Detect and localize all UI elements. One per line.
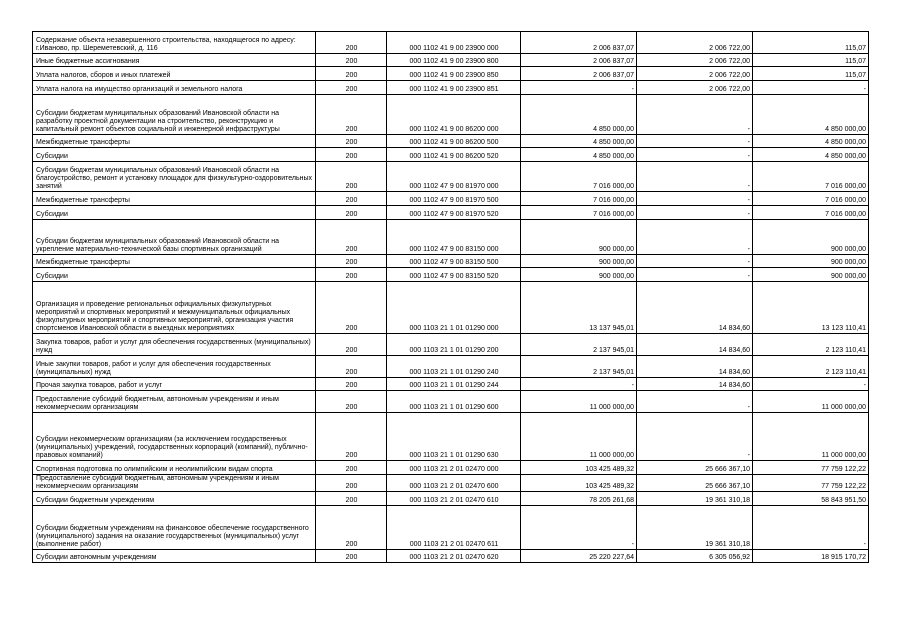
row-budget-code-cell: 000 1103 21 2 01 02470 600 (387, 475, 521, 492)
row-name-cell: Организация и проведение региональных официальных физкультурных мероприятий и спортивных мероприятий и межмуниципальных официальных физкультурных мероприятий и спортивных мероприятий, организация участия спортсменов Ивановской области в выездных мероприятиях (33, 282, 316, 334)
table-row (33, 192, 869, 206)
row-executed-cell: - (637, 413, 753, 461)
row-admin-code-cell: 200 (316, 148, 387, 162)
table-row (33, 492, 869, 506)
table-row (33, 334, 869, 356)
row-name-cell: Субсидии (33, 206, 316, 220)
table-row (33, 550, 869, 563)
budget-execution-table (32, 31, 869, 563)
row-budget-code-cell: 000 1102 47 9 00 83150 000 (387, 220, 521, 255)
row-approved-cell: - (521, 506, 637, 550)
table-row (33, 255, 869, 268)
row-admin-code-cell: 200 (316, 391, 387, 413)
row-approved-cell: 900 000,00 (521, 220, 637, 255)
row-approved-cell: 7 016 000,00 (521, 162, 637, 192)
table-row (33, 220, 869, 255)
row-budget-code-cell: 000 1103 21 1 01 01290 600 (387, 391, 521, 413)
row-budget-code-cell: 000 1103 21 2 01 02470 610 (387, 492, 521, 506)
row-executed-cell: - (637, 148, 753, 162)
row-remaining-cell: 7 016 000,00 (753, 192, 869, 206)
row-budget-code-cell: 000 1103 21 2 01 02470 620 (387, 550, 521, 563)
row-name-cell: Межбюджетные трансферты (33, 135, 316, 148)
row-budget-code-cell: 000 1102 47 9 00 81970 500 (387, 192, 521, 206)
table-row (33, 81, 869, 95)
row-executed-cell: 6 305 056,92 (637, 550, 753, 563)
row-admin-code-cell: 200 (316, 67, 387, 81)
row-budget-code-cell: 000 1102 41 9 00 23900 851 (387, 81, 521, 95)
row-remaining-cell: 4 850 000,00 (753, 135, 869, 148)
row-executed-cell: - (637, 162, 753, 192)
row-admin-code-cell: 200 (316, 135, 387, 148)
row-executed-cell: - (637, 206, 753, 220)
row-budget-code-cell: 000 1103 21 1 01 01290 240 (387, 356, 521, 378)
row-executed-cell: 14 834,60 (637, 356, 753, 378)
row-admin-code-cell: 200 (316, 282, 387, 334)
table-row (33, 148, 869, 162)
table-row (33, 391, 869, 413)
row-executed-cell: - (637, 391, 753, 413)
table-row (33, 268, 869, 282)
row-name-cell: Предоставление субсидий бюджетным, автономным учреждениям и иным некоммерческим организациям (33, 475, 316, 492)
row-remaining-cell: 7 016 000,00 (753, 162, 869, 192)
row-name-cell: Закупка товаров, работ и услуг для обеспечения государственных (муниципальных) нужд (33, 334, 316, 356)
row-name-cell: Субсидии (33, 268, 316, 282)
row-budget-code-cell: 000 1103 21 1 01 01290 000 (387, 282, 521, 334)
row-executed-cell: - (637, 192, 753, 206)
row-approved-cell: 900 000,00 (521, 255, 637, 268)
row-executed-cell: 14 834,60 (637, 378, 753, 391)
row-remaining-cell: - (753, 378, 869, 391)
row-admin-code-cell: 200 (316, 378, 387, 391)
row-name-cell: Уплата налогов, сборов и иных платежей (33, 67, 316, 81)
row-admin-code-cell: 200 (316, 192, 387, 206)
row-remaining-cell: - (753, 81, 869, 95)
row-remaining-cell: 115,07 (753, 67, 869, 81)
row-remaining-cell: 13 123 110,41 (753, 282, 869, 334)
row-remaining-cell: 11 000 000,00 (753, 413, 869, 461)
row-approved-cell: 900 000,00 (521, 268, 637, 282)
table-row (33, 506, 869, 550)
row-admin-code-cell: 200 (316, 506, 387, 550)
row-budget-code-cell: 000 1102 41 9 00 86200 500 (387, 135, 521, 148)
table-row (33, 135, 869, 148)
row-executed-cell: 25 666 367,10 (637, 461, 753, 475)
row-remaining-cell: 2 123 110,41 (753, 356, 869, 378)
row-executed-cell: 14 834,60 (637, 334, 753, 356)
row-approved-cell: 78 205 261,68 (521, 492, 637, 506)
row-name-cell: Субсидии бюджетам муниципальных образований Ивановской области на разработку проектной документации на строительство, реконструкцию и капитальный ремонт объектов социальной и инженерной инфраструктуры (33, 95, 316, 135)
row-admin-code-cell: 200 (316, 95, 387, 135)
row-executed-cell: 2 006 722,00 (637, 32, 753, 54)
row-admin-code-cell: 200 (316, 550, 387, 563)
row-name-cell: Субсидии автономным учреждениям (33, 550, 316, 563)
row-executed-cell: 2 006 722,00 (637, 81, 753, 95)
row-executed-cell: - (637, 255, 753, 268)
row-admin-code-cell: 200 (316, 32, 387, 54)
row-executed-cell: - (637, 95, 753, 135)
row-executed-cell: - (637, 268, 753, 282)
row-remaining-cell: 77 759 122,22 (753, 461, 869, 475)
row-remaining-cell: 58 843 951,50 (753, 492, 869, 506)
row-remaining-cell: 900 000,00 (753, 255, 869, 268)
row-approved-cell: 2 006 837,07 (521, 67, 637, 81)
row-budget-code-cell: 000 1102 41 9 00 23900 800 (387, 54, 521, 67)
row-name-cell: Субсидии некоммерческим организациям (за исключением государственных (муниципальных) учреждений, государственных корпораций (компаний), публично-правовых компаний) (33, 413, 316, 461)
row-executed-cell: 25 666 367,10 (637, 475, 753, 492)
row-remaining-cell: 900 000,00 (753, 268, 869, 282)
row-budget-code-cell: 000 1102 41 9 00 86200 520 (387, 148, 521, 162)
row-name-cell: Прочая закупка товаров, работ и услуг (33, 378, 316, 391)
row-budget-code-cell: 000 1103 21 1 01 01290 244 (387, 378, 521, 391)
row-budget-code-cell: 000 1103 21 2 01 02470 000 (387, 461, 521, 475)
row-approved-cell: 11 000 000,00 (521, 391, 637, 413)
table-body (33, 32, 869, 563)
row-remaining-cell: 11 000 000,00 (753, 391, 869, 413)
table-row (33, 32, 869, 54)
row-admin-code-cell: 200 (316, 255, 387, 268)
row-admin-code-cell: 200 (316, 54, 387, 67)
row-approved-cell: 7 016 000,00 (521, 206, 637, 220)
row-budget-code-cell: 000 1102 47 9 00 83150 500 (387, 255, 521, 268)
table-row (33, 378, 869, 391)
row-budget-code-cell: 000 1103 21 1 01 01290 200 (387, 334, 521, 356)
row-name-cell: Уплата налога на имущество организаций и земельного налога (33, 81, 316, 95)
row-budget-code-cell: 000 1103 21 2 01 02470 611 (387, 506, 521, 550)
row-budget-code-cell: 000 1103 21 1 01 01290 630 (387, 413, 521, 461)
row-remaining-cell: 900 000,00 (753, 220, 869, 255)
table-row (33, 356, 869, 378)
row-name-cell: Предоставление субсидий бюджетным, автономным учреждениям и иным некоммерческим организациям (33, 391, 316, 413)
row-remaining-cell: 115,07 (753, 32, 869, 54)
table-row (33, 461, 869, 475)
table-row (33, 206, 869, 220)
row-executed-cell: 19 361 310,18 (637, 492, 753, 506)
table-row (33, 67, 869, 81)
row-admin-code-cell: 200 (316, 461, 387, 475)
row-name-cell: Иные бюджетные ассигнования (33, 54, 316, 67)
row-name-cell: Иные закупки товаров, работ и услуг для обеспечения государственных (муниципальных) нужд (33, 356, 316, 378)
row-admin-code-cell: 200 (316, 220, 387, 255)
row-approved-cell: 103 425 489,32 (521, 475, 637, 492)
row-budget-code-cell: 000 1102 41 9 00 23900 850 (387, 67, 521, 81)
row-approved-cell: 13 137 945,01 (521, 282, 637, 334)
table-row (33, 54, 869, 67)
row-approved-cell: 2 006 837,07 (521, 54, 637, 67)
row-budget-code-cell: 000 1102 47 9 00 81970 000 (387, 162, 521, 192)
row-admin-code-cell: 200 (316, 475, 387, 492)
row-admin-code-cell: 200 (316, 492, 387, 506)
row-name-cell: Субсидии (33, 148, 316, 162)
row-executed-cell: 14 834,60 (637, 282, 753, 334)
row-name-cell: Субсидии бюджетным учреждениям на финансовое обеспечение государственного (муниципального) задания на оказание государственных (муниципальных) услуг (выполнение работ) (33, 506, 316, 550)
row-remaining-cell: - (753, 506, 869, 550)
table-row (33, 282, 869, 334)
row-approved-cell: 103 425 489,32 (521, 461, 637, 475)
row-approved-cell: 11 000 000,00 (521, 413, 637, 461)
row-budget-code-cell: 000 1102 47 9 00 81970 520 (387, 206, 521, 220)
row-approved-cell: 2 137 945,01 (521, 334, 637, 356)
row-approved-cell: 4 850 000,00 (521, 95, 637, 135)
row-executed-cell: 19 361 310,18 (637, 506, 753, 550)
row-remaining-cell: 4 850 000,00 (753, 95, 869, 135)
row-remaining-cell: 4 850 000,00 (753, 148, 869, 162)
row-admin-code-cell: 200 (316, 356, 387, 378)
row-executed-cell: - (637, 135, 753, 148)
row-name-cell: Субсидии бюджетным учреждениям (33, 492, 316, 506)
row-name-cell: Субсидии бюджетам муниципальных образований Ивановской области на укрепление материально-технической базы спортивных организаций (33, 220, 316, 255)
row-remaining-cell: 77 759 122,22 (753, 475, 869, 492)
row-budget-code-cell: 000 1102 47 9 00 83150 520 (387, 268, 521, 282)
row-approved-cell: 4 850 000,00 (521, 135, 637, 148)
row-budget-code-cell: 000 1102 41 9 00 86200 000 (387, 95, 521, 135)
row-admin-code-cell: 200 (316, 334, 387, 356)
row-approved-cell: - (521, 81, 637, 95)
row-name-cell: Спортивная подготовка по олимпийским и неолимпийским видам спорта (33, 461, 316, 475)
row-admin-code-cell: 200 (316, 413, 387, 461)
row-executed-cell: 2 006 722,00 (637, 54, 753, 67)
row-admin-code-cell: 200 (316, 81, 387, 95)
table-row (33, 95, 869, 135)
row-admin-code-cell: 200 (316, 162, 387, 192)
table-row (33, 162, 869, 192)
row-name-cell: Содержание объекта незавершенного строительства, находящегося по адресу: г.Иваново, пр. Шереметевский, д. 116 (33, 32, 316, 54)
row-approved-cell: 2 006 837,07 (521, 32, 637, 54)
row-executed-cell: 2 006 722,00 (637, 67, 753, 81)
row-approved-cell: - (521, 378, 637, 391)
row-executed-cell: - (637, 220, 753, 255)
row-admin-code-cell: 200 (316, 206, 387, 220)
row-remaining-cell: 115,07 (753, 54, 869, 67)
row-remaining-cell: 18 915 170,72 (753, 550, 869, 563)
row-budget-code-cell: 000 1102 41 9 00 23900 000 (387, 32, 521, 54)
row-approved-cell: 4 850 000,00 (521, 148, 637, 162)
row-remaining-cell: 7 016 000,00 (753, 206, 869, 220)
row-approved-cell: 25 220 227,64 (521, 550, 637, 563)
table-row (33, 475, 869, 492)
row-name-cell: Межбюджетные трансферты (33, 255, 316, 268)
row-approved-cell: 2 137 945,01 (521, 356, 637, 378)
row-admin-code-cell: 200 (316, 268, 387, 282)
table-row (33, 413, 869, 461)
row-approved-cell: 7 016 000,00 (521, 192, 637, 206)
row-remaining-cell: 2 123 110,41 (753, 334, 869, 356)
row-name-cell: Субсидии бюджетам муниципальных образований Ивановской области на благоустройство, ремонт и установку площадок для физкультурно-оздоровительных занятий (33, 162, 316, 192)
row-name-cell: Межбюджетные трансферты (33, 192, 316, 206)
